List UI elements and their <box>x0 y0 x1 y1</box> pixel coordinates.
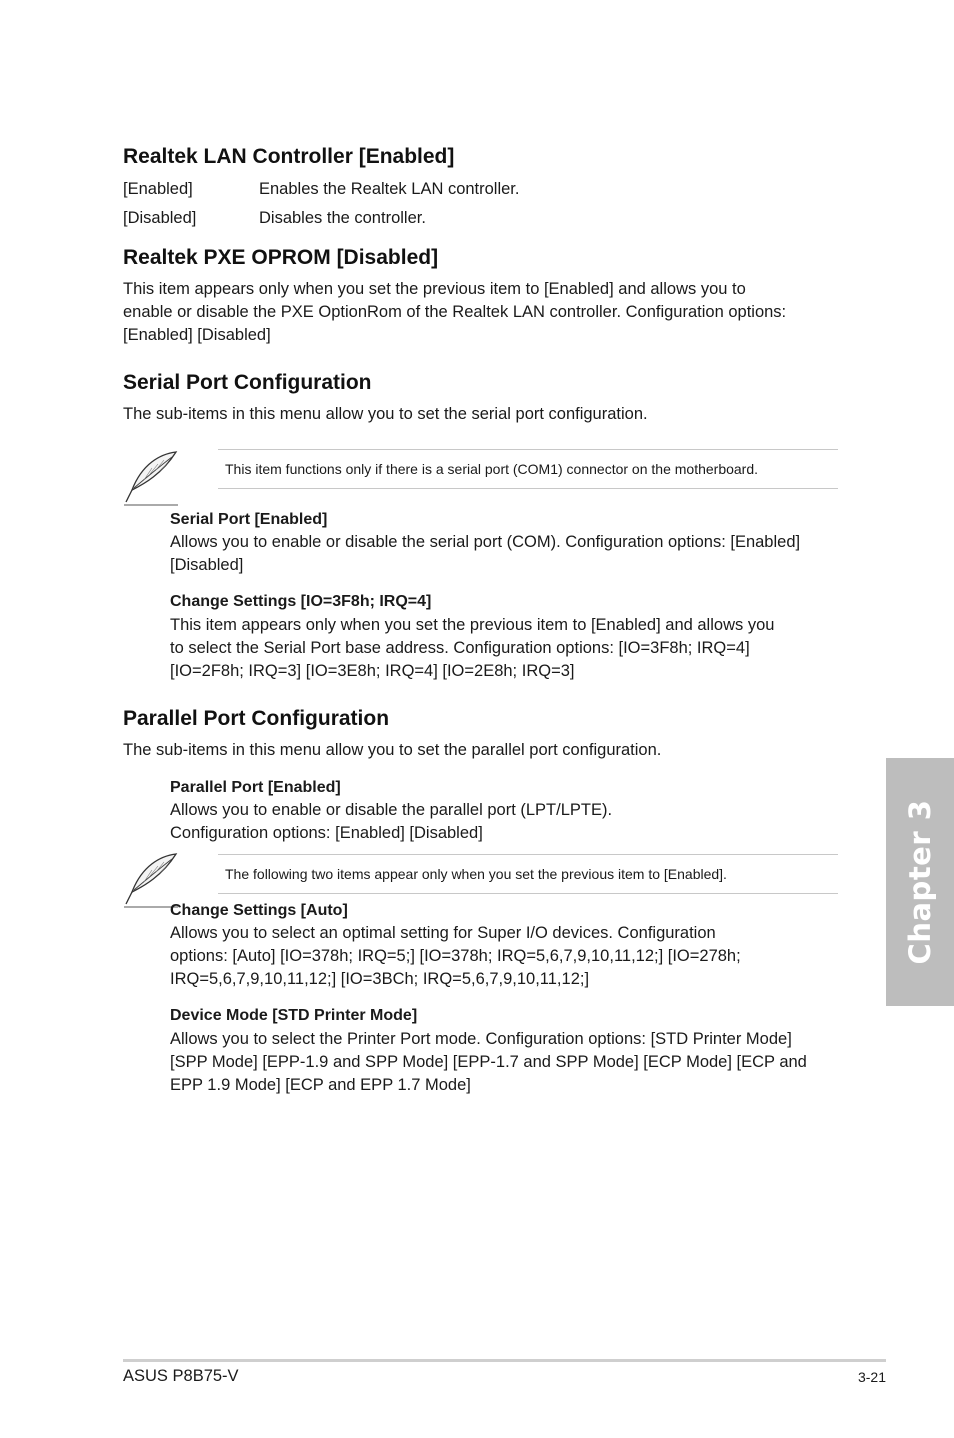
text-line: This item appears only when you set the previous item to [Enabled] and allows you to <box>123 280 746 298</box>
chapter-tab <box>886 758 954 1006</box>
text-line: This item appears only when you set the previous item to [Enabled] and allows you <box>170 616 775 634</box>
change-settings-description <box>170 614 774 683</box>
text-line: [Enabled] [Disabled] <box>123 326 271 344</box>
note-pen-icon <box>120 450 182 508</box>
lan-option-key: [Enabled] <box>123 180 193 198</box>
footer-rule <box>123 1359 886 1362</box>
text-line: Allows you to select the Printer Port mode. Configuration options: [STD Printer Mode] <box>170 1030 792 1048</box>
text-line: IRQ=5,6,7,9,10,11,12;] [IO=3BCh; IRQ=5,6,7,9,10,11,12;] <box>170 970 590 988</box>
text-line: Configuration options: [Enabled] [Disabled] <box>170 824 483 842</box>
change-settings-auto-title: Change Settings [Auto] <box>170 902 348 919</box>
footer-page-number: 3-21 <box>857 1369 886 1385</box>
serial-port-config-heading: Serial Port Configuration <box>123 371 372 394</box>
note-top-rule <box>218 449 838 450</box>
parallel-port-title: Parallel Port [Enabled] <box>170 779 341 796</box>
lan-option-desc: Enables the Realtek LAN controller. <box>259 180 520 198</box>
note-top-rule <box>218 854 838 855</box>
text-line: [SPP Mode] [EPP-1.9 and SPP Mode] [EPP-1.7 and SPP Mode] [ECP Mode] [ECP and <box>170 1053 807 1071</box>
note-bottom-rule <box>218 488 838 489</box>
serial-port-description <box>170 531 800 577</box>
note-bottom-rule <box>218 893 838 894</box>
lan-option-desc: Disables the controller. <box>259 209 426 227</box>
change-settings-title: Change Settings [IO=3F8h; IRQ=4] <box>170 593 432 610</box>
chapter-tab-label: Chapter 3 <box>903 799 937 965</box>
parallel-intro: The sub-items in this menu allow you to set the parallel port configuration. <box>123 741 662 759</box>
serial-port-title: Serial Port [Enabled] <box>170 511 328 528</box>
lan-option-key: [Disabled] <box>123 209 197 227</box>
pxe-oprom-heading: Realtek PXE OPROM [Disabled] <box>123 246 439 269</box>
device-mode-title: Device Mode [STD Printer Mode] <box>170 1007 418 1024</box>
serial-intro: The sub-items in this menu allow you to set the serial port configuration. <box>123 405 648 423</box>
serial-note: This item functions only if there is a serial port (COM1) connector on the motherboard. <box>225 461 759 477</box>
parallel-note: The following two items appear only when you set the previous item to [Enabled]. <box>225 866 727 882</box>
pxe-description <box>123 278 786 347</box>
text-line: Allows you to select an optimal setting for Super I/O devices. Configuration <box>170 924 716 942</box>
text-line: Allows you to enable or disable the parallel port (LPT/LPTE). <box>170 801 613 819</box>
footer-product-name: ASUS P8B75-V <box>123 1367 239 1385</box>
text-line: to select the Serial Port base address. Configuration options: [IO=3F8h; IRQ=4] <box>170 639 750 657</box>
text-line: [Disabled] <box>170 556 244 574</box>
text-line: enable or disable the PXE OptionRom of the Realtek LAN controller. Configuration options: <box>123 303 787 321</box>
parallel-port-config-heading: Parallel Port Configuration <box>123 707 390 730</box>
change-settings-auto-description <box>170 922 741 991</box>
device-mode-description <box>170 1028 807 1097</box>
parallel-port-description <box>170 799 612 845</box>
text-line: Allows you to enable or disable the serial port (COM). Configuration options: [Enabled] <box>170 533 801 551</box>
lan-controller-heading: Realtek LAN Controller [Enabled] <box>123 145 455 168</box>
text-line: EPP 1.9 Mode] [ECP and EPP 1.7 Mode] <box>170 1076 471 1094</box>
text-line: [IO=2F8h; IRQ=3] [IO=3E8h; IRQ=4] [IO=2E8h; IRQ=3] <box>170 662 575 680</box>
text-line: options: [Auto] [IO=378h; IRQ=5;] [IO=378h; IRQ=5,6,7,9,10,11,12;] [IO=278h; <box>170 947 741 965</box>
